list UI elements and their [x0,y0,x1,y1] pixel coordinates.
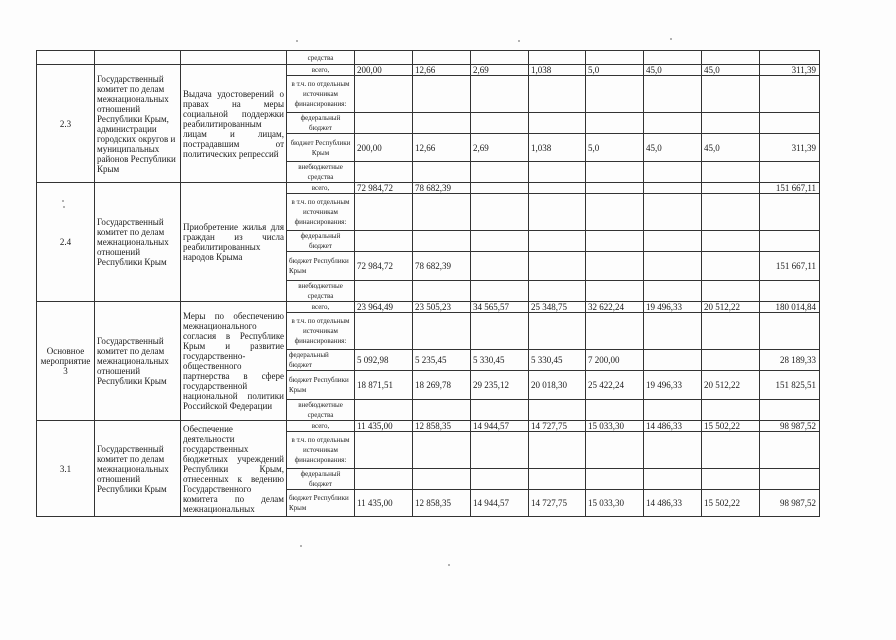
source-crimea: бюджет Республики Крым [287,490,355,517]
value-cell: 19 496,33 [644,371,702,400]
value-cell: 2,69 [471,65,529,76]
value-cell: 14 944,57 [471,421,529,432]
value-cell: 45,0 [644,65,702,76]
value-cell: 78 682,39 [413,183,471,194]
row-index: 2.3 [37,65,95,183]
value-cell [644,350,702,371]
value-cell: 5 235,45 [413,350,471,371]
budget-table [36,50,820,517]
value-cell-total: 28 189,33 [760,350,820,371]
source-federal: федеральный бюджет [287,113,355,134]
value-cell: 72 984,72 [355,183,413,194]
value-cell: 29 235,12 [471,371,529,400]
source-incl: в т.ч. по отдельным источникам финансирования: [287,313,355,350]
value-cell: 20 512,22 [702,371,760,400]
value-cell: 23 505,23 [413,302,471,313]
source-total: всего, [287,421,355,432]
source-total: всего, [287,183,355,194]
value-cell: 12 858,35 [413,421,471,432]
scan-speck [296,40,298,42]
event-name: Обеспечение деятельности государственных бюджетных учреждений Республики Крым, отнесенных к ведению Государственного комитета по делам межнациональных [181,421,287,517]
value-cell: 15 502,22 [702,490,760,517]
value-cell: 23 964,49 [355,302,413,313]
value-cell: 34 565,57 [471,302,529,313]
event-name: Выдача удостоверений о правах на меры социальной поддержки реабилитированным лицам и лицам, пострадавшим от политических репрессий [181,65,287,183]
scan-speck [63,206,65,208]
value-cell [529,183,586,194]
source-federal: федеральный бюджет [287,469,355,490]
value-cell: 15 033,30 [586,421,644,432]
value-cell: 20 018,30 [529,371,586,400]
value-cell: 72 984,72 [355,252,413,281]
value-cell: 25 422,24 [586,371,644,400]
scan-speck [518,40,520,42]
source-total: всего, [287,302,355,313]
source-extra: внебюджетные средства [287,400,355,421]
value-cell: 1,038 [529,134,586,162]
responsible-executor: Государственный комитет по делам межнациональных отношений Республики Крым [95,302,181,421]
value-cell: 14 727,75 [529,421,586,432]
source-incl: в т.ч. по отдельным источникам финансирования: [287,194,355,231]
value-cell [586,183,644,194]
source-crimea: бюджет Республики Крым [287,134,355,162]
value-cell: 5 330,45 [471,350,529,371]
cell-empty [95,51,181,65]
responsible-executor: Государственный комитет по делам межнациональных отношений Республики Крым, администрации городских округов и муниципальных районов Республики Крым [95,65,181,183]
value-cell: 5 330,45 [529,350,586,371]
value-cell: 25 348,75 [529,302,586,313]
table-row [37,65,820,76]
value-cell-total: 151 667,11 [760,183,820,194]
source-incl: в т.ч. по отдельным источникам финансирования: [287,76,355,113]
cell-empty [37,51,95,65]
value-cell: 15 033,30 [586,490,644,517]
value-cell: 45,0 [702,65,760,76]
value-cell: 2,69 [471,134,529,162]
value-cell [702,252,760,281]
value-cell [702,183,760,194]
row-index: Основное мероприятие 3 [37,302,95,421]
value-cell: 14 486,33 [644,490,702,517]
value-cell [644,252,702,281]
value-cell: 32 622,24 [586,302,644,313]
table-row [37,183,820,194]
value-cell: 5 092,98 [355,350,413,371]
value-cell: 1,038 [529,65,586,76]
row-index: 3.1 [37,421,95,517]
value-cell [471,183,529,194]
source-crimea: бюджет Республики Крым [287,252,355,281]
source-federal: федеральный бюджет [287,350,355,371]
value-cell: 7 200,00 [586,350,644,371]
value-cell-total: 98 987,52 [760,421,820,432]
row-index: 2.4 [37,183,95,302]
value-cell-total: 311,39 [760,65,820,76]
source-extra: внебюджетные средства [287,281,355,302]
value-cell: 78 682,39 [413,252,471,281]
value-cell [529,252,586,281]
responsible-executor: Государственный комитет по делам межнациональных отношений Республики Крым [95,421,181,517]
value-cell: 19 496,33 [644,302,702,313]
value-cell: 14 727,75 [529,490,586,517]
value-cell-total: 98 987,52 [760,490,820,517]
table-row [37,421,820,432]
value-cell: 18 269,78 [413,371,471,400]
table-row [37,51,820,65]
scan-speck [670,38,672,40]
value-cell [586,252,644,281]
value-cell: 12,66 [413,134,471,162]
value-cell: 11 435,00 [355,421,413,432]
source-extra: средства [287,51,355,65]
value-cell-total: 151 825,51 [760,371,820,400]
value-cell: 5,0 [586,134,644,162]
value-cell: 18 871,51 [355,371,413,400]
source-federal: федеральный бюджет [287,231,355,252]
scan-speck [448,564,450,566]
value-cell [471,252,529,281]
value-cell-total: 311,39 [760,134,820,162]
source-total: всего, [287,65,355,76]
value-cell-total: 151 667,11 [760,252,820,281]
value-cell: 11 435,00 [355,490,413,517]
value-cell: 12 858,35 [413,490,471,517]
event-name: Меры по обеспечению межнационального согласия в Республике Крым и развитие государственно-общественного партнерства в сфере государственной национальной политики Российской Федерации [181,302,287,421]
scan-speck [62,200,64,202]
value-cell: 14 486,33 [644,421,702,432]
event-name: Приобретение жилья для граждан из числа реабилитированных народов Крыма [181,183,287,302]
value-cell: 200,00 [355,134,413,162]
value-cell-total: 180 014,84 [760,302,820,313]
value-cell: 45,0 [702,134,760,162]
source-incl: в т.ч. по отдельным источникам финансирования: [287,432,355,469]
responsible-executor: Государственный комитет по делам межнациональных отношений Республики Крым [95,183,181,302]
source-crimea: бюджет Республики Крым [287,371,355,400]
value-cell [644,183,702,194]
value-cell: 200,00 [355,65,413,76]
source-extra: внебюджетные средства [287,162,355,183]
value-cell: 5,0 [586,65,644,76]
value-cell: 20 512,22 [702,302,760,313]
table-row [37,302,820,313]
cell-empty [181,51,287,65]
scan-speck [300,545,302,547]
value-cell: 45,0 [644,134,702,162]
value-cell [702,350,760,371]
value-cell: 15 502,22 [702,421,760,432]
value-cell: 14 944,57 [471,490,529,517]
value-cell: 12,66 [413,65,471,76]
